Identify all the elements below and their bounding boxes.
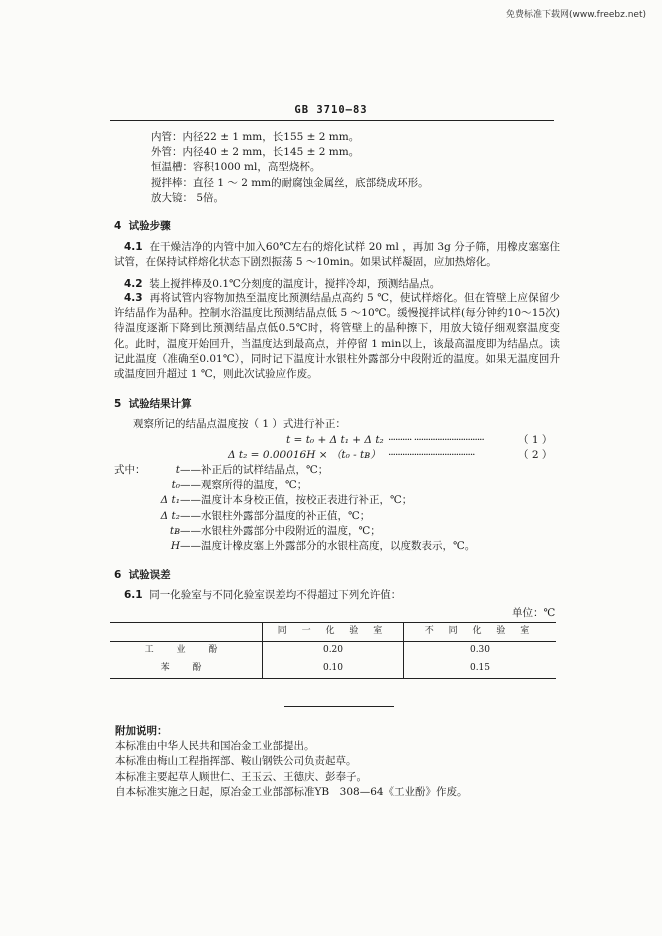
notes-line: 自本标准实施之日起，原冶金工业部部标准YB 308—64《工业酚》作废。 xyxy=(115,785,468,798)
section-number: 4 xyxy=(114,220,122,232)
table-header-cell: 不 同 化 验 室 xyxy=(404,623,557,642)
table-header-cell: 同 一 化 验 室 xyxy=(263,623,404,642)
where-item xyxy=(140,524,475,539)
where-item xyxy=(140,463,475,478)
watermark: 免费标准下载网(www.freebz.net) xyxy=(506,10,646,20)
table-cell: 苯 酚 xyxy=(110,660,263,679)
symbol-description: ——观察所得的温度，℃； xyxy=(180,479,308,492)
notes-line: 本标准主要起草人顾世仁、王玉云、王德庆、彭奉子。 xyxy=(115,770,367,783)
notes-block xyxy=(115,724,468,800)
symbol-description: ——水银柱外露部分中段附近的温度，℃； xyxy=(180,524,381,537)
section-title: 试验误差 xyxy=(128,569,171,581)
clause-text: 在干燥洁净的内管中加入60℃左右的熔化试样 20 ml ，再加 3g 分子筛，用橡皮塞塞住试管，在保持试样熔化状态下剧烈振荡 5 ～10min。如果试样凝固，应加热熔化。 xyxy=(114,241,560,269)
section-5-heading xyxy=(114,397,192,412)
section-title: 试验结果计算 xyxy=(128,398,192,410)
section-number: 6 xyxy=(114,569,122,581)
equipment-item: 放大镜： 5倍。 xyxy=(151,191,225,204)
table-header-row xyxy=(110,623,556,642)
symbol: Δ t₂ xyxy=(160,509,180,522)
where-item xyxy=(140,539,475,554)
notes-line: 本标准由中华人民共和国冶金工业部提出。 xyxy=(115,740,315,753)
section-4-heading xyxy=(114,219,171,234)
symbol: Δ t₁ xyxy=(160,494,180,507)
where-item xyxy=(140,478,475,493)
table-cell: 工 业 酚 xyxy=(144,645,228,656)
where-list xyxy=(140,463,475,554)
symbol-description: ——补正后的试样结晶点，℃； xyxy=(180,464,329,476)
formula-1: t = t₀ + Δ t₁ + Δ t₂ xyxy=(286,434,384,446)
table-cell: 0.20 xyxy=(263,642,404,661)
symbol-description: ——水银柱外露部分温度的补正值，℃； xyxy=(180,509,371,522)
where-item xyxy=(140,509,475,524)
section-6-heading xyxy=(114,568,171,583)
header-rule xyxy=(110,120,554,121)
page-header: GB 3710—83 xyxy=(294,104,368,116)
symbol-description: ——温度计橡皮塞上外露部分的水银柱高度，以度数表示，℃。 xyxy=(180,540,476,553)
tolerance-table xyxy=(110,622,556,679)
formula-1-leader: ·········· ······························ xyxy=(388,434,484,446)
section-number: 5 xyxy=(114,398,122,410)
formula-2: Δ t₂ = 0.00016H × （t₀ - tʙ） xyxy=(228,449,381,461)
paragraph-4-2 xyxy=(114,277,560,292)
clause-text: 再将试管内容物加热至温度比预测结晶点高约 5 ℃，使试样熔化。但在管壁上应保留少许结晶作为晶种。控制水浴温度比预测结晶点低 5 ～10℃。缓慢搅拌试样(每分钟约10～15次)待温度逐渐下降到比预测结晶点低0.5℃时，将管壁上的晶种擦下，用放大镜仔细观察温度变化。此时，温度开始回升，当温度达到最高点，并停留 1 min以上，该最高温度即为结晶点。读记此温度（准确至0.01℃），同时记下温度计水银柱外露部分中段附近的温度。如果无温度回升或温度回升超过 1 ℃，则此次试验应作废。 xyxy=(114,292,560,381)
formula-1-number: （ 1 ） xyxy=(518,434,553,446)
clause-number: 4.2 xyxy=(124,278,143,290)
table-header-cell xyxy=(110,623,263,642)
section-title: 试验步骤 xyxy=(128,220,171,232)
table-row xyxy=(110,642,556,661)
symbol: t xyxy=(175,464,180,476)
where-item xyxy=(140,493,475,508)
equipment-item: 外管：内径40 ± 2 mm，长145 ± 2 mm。 xyxy=(151,146,360,159)
symbol-description: ——温度计本身校正值，按校正表进行补正，℃； xyxy=(180,494,413,507)
paragraph-4-1 xyxy=(114,240,560,270)
symbol: H xyxy=(170,540,180,553)
unit-label: 单位：℃ xyxy=(512,607,556,619)
paragraph-6-1 xyxy=(124,588,401,603)
table-cell: 0.10 xyxy=(263,660,404,679)
clause-number: 4.3 xyxy=(124,292,143,304)
symbol: tʙ xyxy=(169,524,180,537)
table-cell: 0.15 xyxy=(404,660,557,679)
calc-intro: 观察所记的结晶点温度按（ 1 ）式进行补正： xyxy=(133,418,346,430)
notes-line: 本标准由梅山工程指挥部、鞍山钢铁公司负责起草。 xyxy=(115,755,357,768)
equipment-item: 内管：内径22 ± 1 mm，长155 ± 2 mm。 xyxy=(151,131,360,143)
symbol: t₀ xyxy=(171,479,180,492)
table-cell: 0.30 xyxy=(469,645,491,656)
clause-number: 6.1 xyxy=(124,589,143,601)
separator-rule xyxy=(284,706,394,707)
formula-2-leader: ····································· xyxy=(388,449,475,461)
equipment-list xyxy=(151,130,429,206)
equipment-item: 恒温槽：容积1000 ml，高型烧杯。 xyxy=(151,161,321,174)
where-label: 式中： xyxy=(114,464,146,476)
paragraph-4-3 xyxy=(114,291,560,382)
clause-text: 装上搅拌棒及0.1℃分刻度的温度计，搅拌冷却，预测结晶点。 xyxy=(149,278,441,290)
clause-text: 同一化验室与不同化验室误差均不得超过下列允许值： xyxy=(149,589,402,601)
table-row xyxy=(110,660,556,679)
notes-title: 附加说明： xyxy=(115,725,168,737)
clause-number: 4.1 xyxy=(124,241,143,253)
formula-2-number: （ 2 ） xyxy=(518,449,553,461)
equipment-item: 搅拌棒：直径 1 ～ 2 mm的耐腐蚀金属丝，底部绕成环形。 xyxy=(151,176,429,189)
